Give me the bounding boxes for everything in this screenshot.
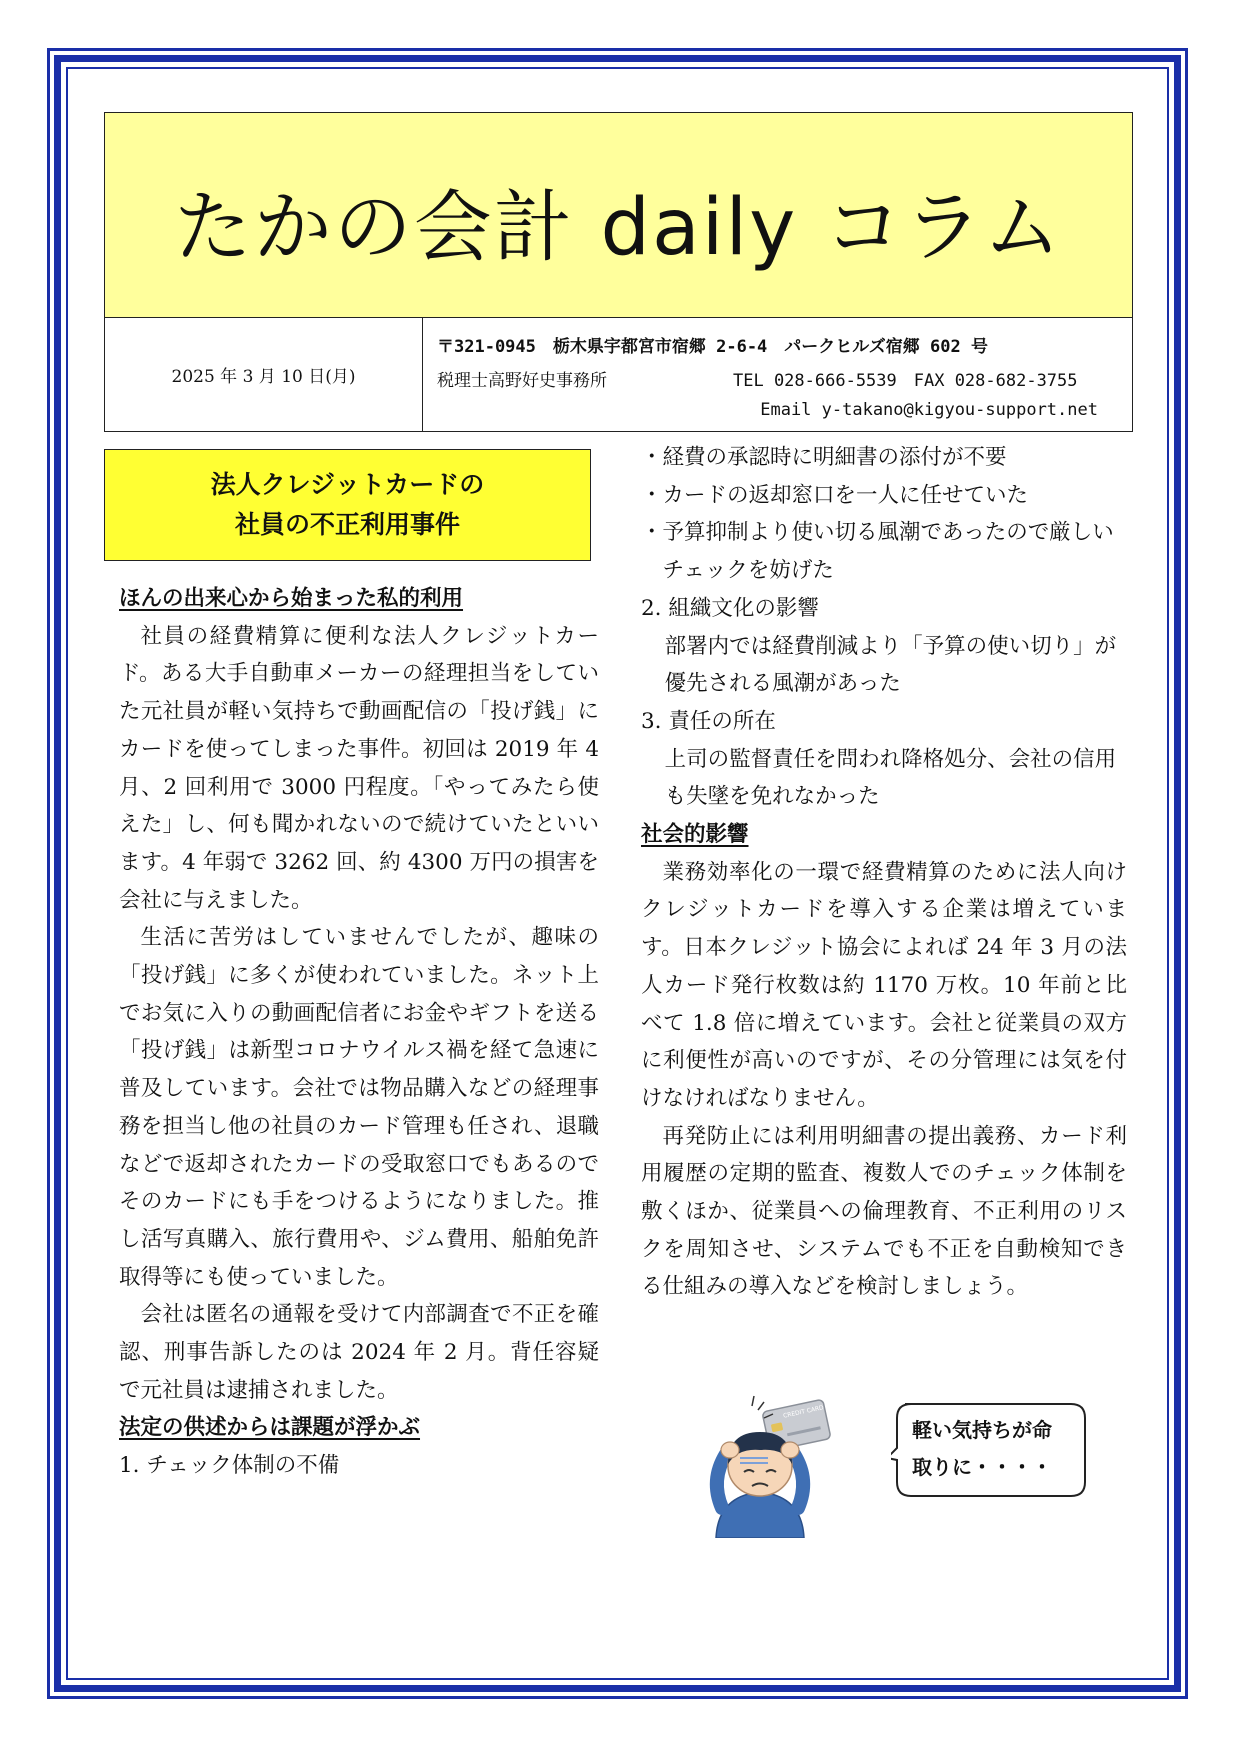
paragraph: 社員の経費精算に便利な法人クレジットカード。ある大手自動車メーカーの経理担当をしていた元社員が軽い気持ちで動画配信の「投げ銭」にカードを使ってしまった事件。初回は 2019 年 4 月、2 回利用で 3000 円程度。「やってみたら使えた」し、何も聞かれないので続けていたといいます。4 年弱で 3262 回、約 4300 万円の損害を会社に与えました。 xyxy=(119,623,599,913)
newsletter-header xyxy=(104,112,1133,432)
paragraph: 会社は匿名の通報を受けて内部調査で不正を確認、刑事告訴したのは 2024 年 2 月。背任容疑で元社員は逮捕されました。 xyxy=(119,1302,599,1403)
title-banner xyxy=(105,113,1132,318)
article-title-line1: 法人クレジットカードの xyxy=(210,470,485,499)
tel-fax: TEL 028-666-5539 FAX 028-682-3755 xyxy=(733,371,1078,391)
section-heading: 法定の供述からは課題が浮かぶ xyxy=(119,1415,421,1441)
bullet-item: ・経費の承認時に明細書の添付が不要 xyxy=(641,445,1007,470)
bullet-item: ・予算抑制より使い切る風潮であったので厳しいチェックを妨げた xyxy=(641,520,1114,584)
newsletter-title: たかの会計 daily コラム xyxy=(173,183,1064,273)
bubble-line1: 軽い気持ちが命 xyxy=(912,1418,1052,1442)
list-item: 2. 組織文化の影響 xyxy=(641,595,819,621)
bubble-line2: 取りに・・・・ xyxy=(912,1455,1052,1479)
list-item: 1. チェック体制の不備 xyxy=(119,1453,340,1479)
bullet-item: ・カードの返却窓口を一人に任せていた xyxy=(641,482,1029,508)
left-column xyxy=(119,580,599,1485)
office-email: Email y-takano@kigyou-support.net xyxy=(760,400,1098,420)
speech-bubble-text xyxy=(912,1412,1082,1486)
list-item-text: 部署内では経費削減より「予算の使い切り」が優先される風潮があった xyxy=(664,633,1117,697)
list-item-text: 上司の監督責任を問われ降格処分、会社の信用も失墜を免れなかった xyxy=(664,746,1117,810)
svg-text:CREDIT CARD: CREDIT CARD xyxy=(782,1404,825,1420)
issue-date: 2025 年 3 月 10 日(月) xyxy=(105,318,423,431)
office-name: 税理士高野好史事務所 xyxy=(437,371,607,391)
office-line xyxy=(437,366,1078,391)
section-heading: ほんの出来心から始まった私的利用 xyxy=(119,586,464,611)
paragraph: 生活に苦労はしていませんでしたが、趣味の「投げ銭」に多くが使われていました。ネット上でお気に入りの動画配信者にお金やギフトを送る「投げ銭」は新型コロナウイルス禍を経て急速に普及しています。会社では物品購入などの経理事務を担当し他の社員のカード管理も任され、退職などで返却されたカードの受取窓口でもあるのでそのカードにも手をつけるようになりました。推し活写真購入、旅行費用や、ジム費用、船舶免許取得等にも使っていました。 xyxy=(119,925,599,1290)
article-title-line2: 社員の不正利用事件 xyxy=(234,510,460,539)
right-column xyxy=(641,439,1127,1306)
section-heading: 社会的影響 xyxy=(641,822,749,848)
paragraph: 再発防止には利用明細書の提出義務、カード利用履歴の定期的監査、複数人でのチェック体制を敷くほか、従業員への倫理教育、不正利用のリスクを周知させ、システムでも不正を自動検知できる仕組みの導入などを検討しましょう。 xyxy=(641,1123,1127,1300)
contact-info xyxy=(423,318,1132,431)
worried-person-illustration xyxy=(698,1388,838,1538)
list-item: 3. 責任の所在 xyxy=(641,708,776,734)
paragraph: 業務効率化の一環で経費精算のために法人向けクレジットカードを導入する企業は増えています。日本クレジット協会によれば 24 年 3 月の法人カード発行枚数は約 1170 万枚。10 年前と比べて 1.8 倍に増えています。会社と従業員の双方に利便性が高いのですが、その分管理には気を付けなければなりません。 xyxy=(641,859,1127,1111)
article-title xyxy=(104,449,591,561)
office-address: 〒321-0945 栃木県宇都宮市宿郷 2-6-4 パークヒルズ宿郷 602 号 xyxy=(437,337,988,357)
